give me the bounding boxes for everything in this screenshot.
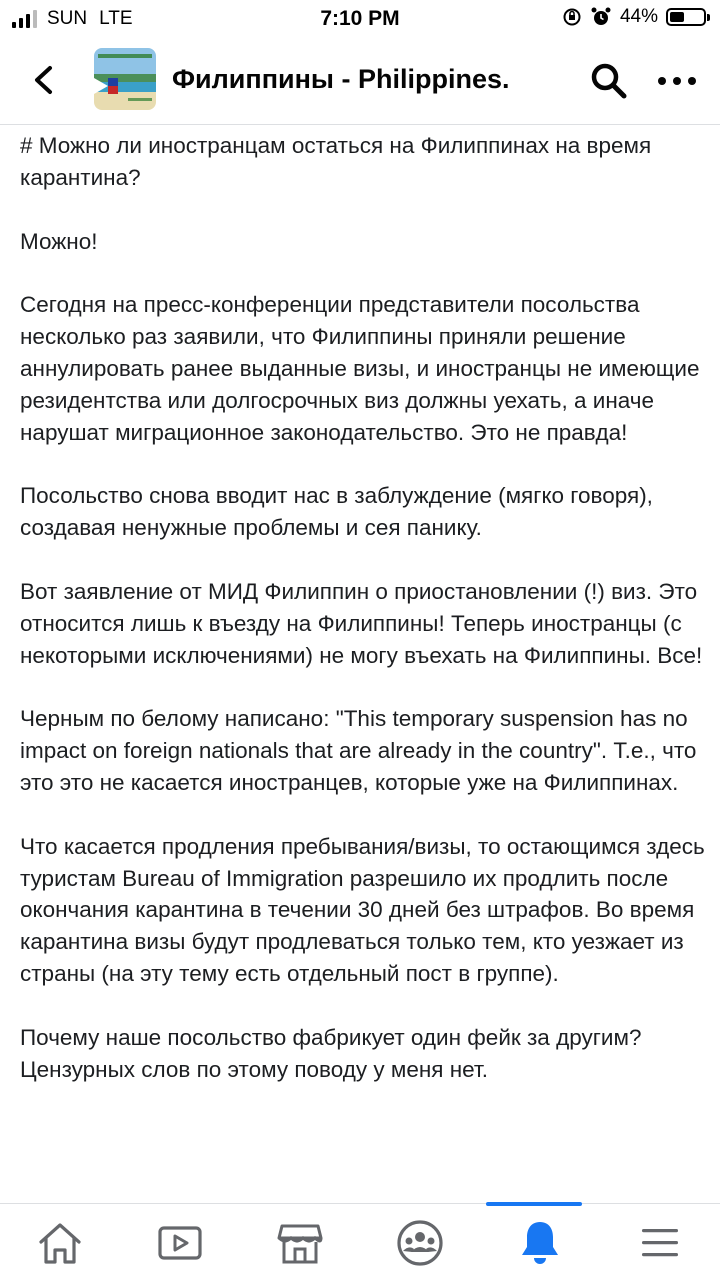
nav-marketplace[interactable] [270,1216,330,1270]
bottom-nav [0,1203,720,1281]
nav-home[interactable] [30,1216,90,1270]
network-type: LTE [99,8,133,29]
groups-icon [395,1218,445,1268]
video-icon [156,1222,204,1264]
post-paragraph: Можно! [20,228,98,254]
group-header [0,38,720,125]
status-bar [0,0,720,38]
notifications-icon [516,1218,564,1268]
post-body [20,130,710,1200]
search-button[interactable] [588,60,630,102]
battery-icon [666,8,706,26]
post-paragraph: Вот заявление от МИД Филиппин о приостановлении (!) виз. Это относится лишь к въезду на Филиппины! Теперь иностранцы (с некоторыми исключениями) не могу въехать на Филиппины. Все! [20,578,703,668]
more-options-button[interactable] [654,72,700,90]
nav-notifications[interactable] [510,1216,570,1270]
post-paragraph: Сегодня на пресс-конференции представители посольства несколько раз заявили, что Филиппины приняли решение аннулировать ранее выданные визы, и иностранцы не имеющие резидентства или долгосрочных виз должны уехать, а иначе нарушат миграционное законодательство. Это не правда! [20,292,700,445]
marketplace-icon [276,1220,324,1266]
menu-icon [638,1223,682,1263]
nav-groups[interactable] [390,1216,450,1270]
group-title[interactable]: Филиппины - Philippines. [172,64,510,94]
orientation-lock-icon [562,7,582,27]
alarm-icon [590,6,612,28]
home-icon [36,1220,84,1266]
group-avatar[interactable] [94,48,156,110]
search-icon [588,60,630,102]
post-paragraph: Посольство снова вводит нас в заблуждение (мягко говоря), создавая ненужные проблемы и сея панику. [20,483,653,541]
status-right [562,6,706,28]
post-paragraph: Почему наше посольство фабрикует один фейк за другим? Цензурных слов по этому поводу у меня нет. [20,1024,642,1082]
post-paragraph: Черным по белому написано: "This temporary suspension has no impact on foreign nationals that are already in the country". Т.е., что это это не касается иностранцев, которые уже на Филиппинах. [20,706,697,795]
more-icon [654,72,700,90]
nav-video[interactable] [150,1216,210,1270]
group-cover-image [94,48,156,110]
back-button[interactable] [24,60,64,100]
chevron-left-icon [24,60,64,100]
post-paragraph: Что касается продления пребывания/визы, то остающимся здесь туристам Bureau of Immigration разрешило их продлить после окончания карантина в течении 30 дней без штрафов. Во время карантина визы будут продлеваться только тем, кто уезжает из страны (на эту тему есть отдельный пост в группе). [20,833,705,986]
active-tab-indicator [486,1202,582,1206]
status-time: 7:10 PM [320,7,400,30]
post-paragraph: # Можно ли иностранцам остаться на Филиппинах на время карантина? [20,133,652,190]
battery-percent: 44% [619,6,658,27]
carrier-name: SUN [47,8,88,29]
nav-menu[interactable] [630,1216,690,1270]
battery-level [670,12,684,22]
